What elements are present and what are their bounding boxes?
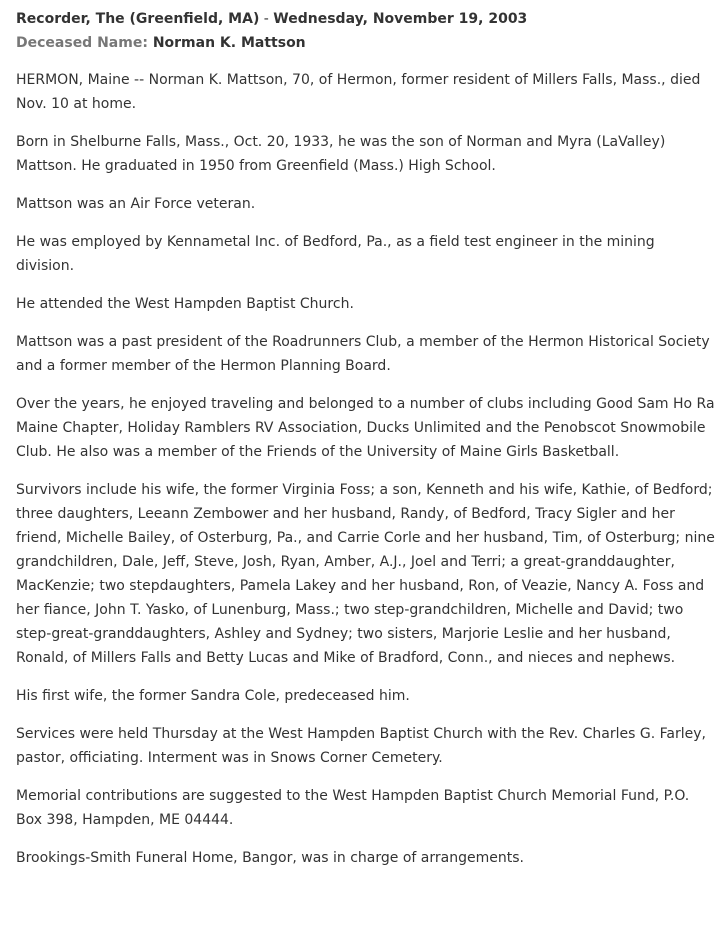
paragraph-survivors: Survivors include his wife, the former Virginia Foss; a son, Kenneth and his wife, Kathie, of Bedford; three daughters, Leeann Zembower and her husband, Randy, of Bedford, Tracy Sigler and her friend, Michelle Bailey, of Osterburg, Pa., and Carrie Corle and her husband, Tim, of Osterburg; nine grandchildren, Dale, Jeff, Steve, Josh, Ryan, Amber, A.J., Joel and Terri; a great-granddaughter, MacKenzie; two stepdaughters, Pamela Lakey and her husband, Ron, of Veazie, Nancy A. Foss and her fiance, John T. Yasko, of Lunenburg, Mass.; two step-grandchildren, Michelle and David; two step-great-granddaughters, Ashley and Sydney; two sisters, Marjorie Leslie and her husband, Ronald, of Millers Falls and Betty Lucas and Mike of Bradford, Conn., and nieces and nephews. [16,482,715,666]
publication-header [16,9,716,29]
deceased-label: Deceased Name: [16,35,153,51]
obituary-body [16,68,716,870]
deceased-line [16,33,716,53]
paragraph-predeceased: His first wife, the former Sandra Cole, predeceased him. [16,688,410,704]
paragraph-birth: Born in Shelburne Falls, Mass., Oct. 20, 1933, he was the son of Norman and Myra (LaValley) Mattson. He graduated in 1950 from Greenfield (Mass.) High School. [16,134,666,174]
header-separator: - [259,11,274,27]
paragraph-services: Services were held Thursday at the West Hampden Baptist Church with the Rev. Charles G. Farley, pastor, officiating. Interment was in Snows Corner Cemetery. [16,726,706,766]
paragraph-memorial: Memorial contributions are suggested to the West Hampden Baptist Church Memorial Fund, P.O. Box 398, Hampden, ME 04444. [16,788,690,828]
paragraph-death-notice: HERMON, Maine -- Norman K. Mattson, 70, of Hermon, former resident of Millers Falls, Mass., died Nov. 10 at home. [16,72,701,112]
paragraph-church: He attended the West Hampden Baptist Church. [16,296,354,312]
deceased-name: Norman K. Mattson [152,35,306,51]
publication-date: Wednesday, November 19, 2003 [273,11,528,27]
paragraph-organizations: Mattson was a past president of the Roadrunners Club, a member of the Hermon Historical Society and a former member of the Hermon Planning Board. [16,334,710,374]
paragraph-military: Mattson was an Air Force veteran. [16,196,256,212]
paragraph-employment: He was employed by Kennametal Inc. of Bedford, Pa., as a field test engineer in the mining division. [16,234,655,274]
publication-name: Recorder, The (Greenfield, MA) [16,11,260,27]
paragraph-funeral-home: Brookings-Smith Funeral Home, Bangor, was in charge of arrangements. [16,850,524,866]
paragraph-clubs: Over the years, he enjoyed traveling and belonged to a number of clubs including Good Sam Ho Ra Maine Chapter, Holiday Ramblers RV Association, Ducks Unlimited and the Penobscot Snowmobile Club. He also was a member of the Friends of the University of Maine Girls Basketball. [16,396,715,460]
